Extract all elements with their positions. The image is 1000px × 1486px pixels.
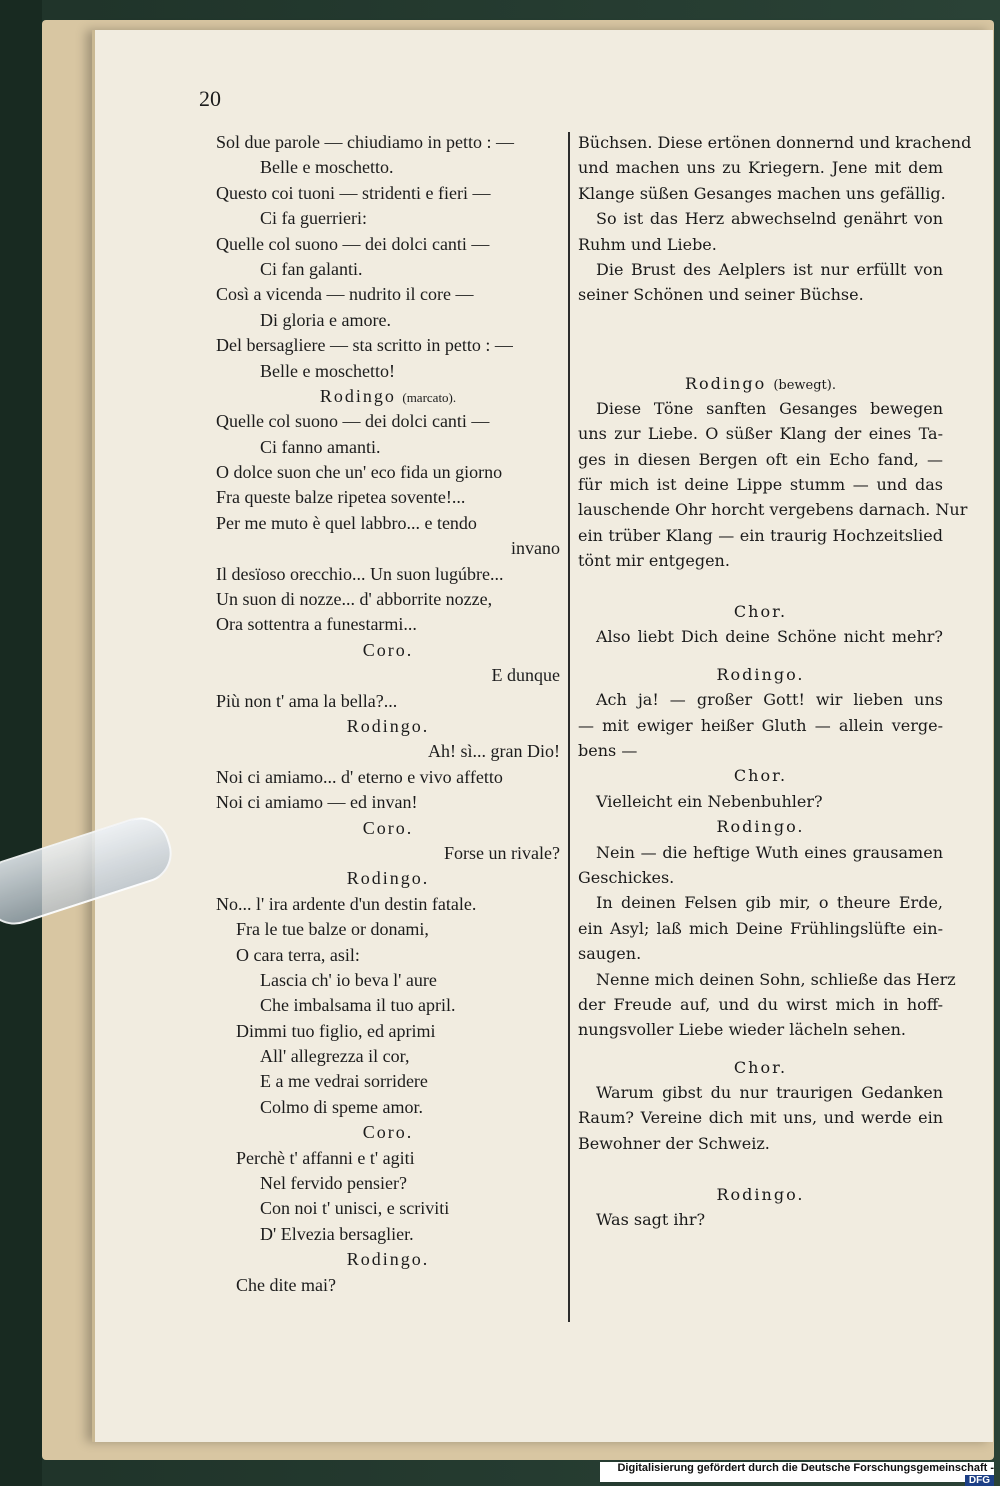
line-text: Nel fervido pensier? (260, 1173, 407, 1194)
line-text: lauschende Ohr horcht vergebens darnach. Nur (578, 500, 968, 520)
line-text: Rodingo. (716, 664, 805, 684)
line-text: All' allegrezza il cor, (260, 1046, 410, 1067)
speaker-name (578, 599, 943, 624)
text-line (216, 460, 560, 485)
text-line (216, 1095, 560, 1120)
text-line (578, 840, 943, 865)
text-line (216, 409, 560, 434)
line-text: ges in diesen Bergen oft ein Echo fand, — (578, 449, 943, 469)
text-line (578, 967, 956, 992)
speaker-name (216, 714, 560, 739)
text-line (578, 181, 946, 206)
text-line (216, 1196, 560, 1221)
line-text: Lascia ch' io beva l' aure (260, 969, 437, 990)
line-text: So ist das Herz abwechselnd genährt von (596, 209, 943, 229)
line-text: Con noi t' unisci, e scriviti (260, 1198, 450, 1219)
line-text: Rodingo. (346, 1249, 430, 1270)
line-text: Diese Töne sanften Gesanges bewegen (596, 398, 943, 418)
text-line (216, 587, 560, 612)
line-text: Fra le tue balze or donami, (236, 919, 429, 940)
line-text: Fra queste balze ripetea sovente!... (216, 487, 466, 508)
stage-direction: (bewegt). (773, 377, 836, 393)
speaker-name (216, 638, 560, 663)
column-divider (568, 132, 570, 1322)
line-text: ein Asyl; laß mich Deine Frühlingslüfte ein- (578, 918, 943, 938)
text-line (216, 562, 560, 587)
text-line (216, 1222, 560, 1247)
text-line (216, 689, 560, 714)
text-line (216, 917, 560, 942)
text-line (216, 765, 560, 790)
text-line (216, 892, 560, 917)
text-line (216, 282, 560, 307)
text-line (578, 130, 972, 155)
line-text: Ah! sì... gran Dio! (428, 741, 560, 762)
speaker-name (578, 371, 943, 396)
spacer (578, 359, 943, 371)
text-line (216, 257, 560, 282)
speaker-name (578, 814, 943, 839)
line-text: tönt mir entgegen. (578, 551, 730, 571)
line-text: Geschickes. (578, 867, 675, 887)
line-text: der Freude auf, und du wirst mich in hoff- (578, 994, 943, 1014)
line-text: Belle e moschetto. (260, 157, 394, 178)
line-text: O cara terra, asil: (236, 944, 360, 965)
line-text: Warum gibst du nur traurigen Gedanken (596, 1083, 943, 1103)
german-translation-column (578, 130, 972, 1232)
speaker-name (578, 1055, 943, 1080)
line-text: ein trüber Klang — ein traurig Hochzeitslied (578, 525, 943, 545)
text-line (216, 206, 560, 231)
text-line (578, 789, 943, 814)
text-line (578, 738, 943, 763)
dfg-logo: DFG (965, 1475, 994, 1486)
line-text: Questo coi tuoni — stridenti e fieri — (216, 182, 491, 203)
line-text: Perchè t' affanni e t' agiti (236, 1147, 415, 1168)
line-text: Nenne mich deinen Sohn, schließe das Herz (596, 969, 956, 989)
line-text: Forse un rivale? (444, 842, 560, 863)
line-text: Vielleicht ein Nebenbuhler? (596, 791, 823, 811)
line-text: Also liebt Dich deine Schöne nicht mehr? (596, 627, 943, 647)
text-line (216, 232, 560, 257)
speaker-name (216, 384, 560, 409)
line-text: D' Elvezia bersaglier. (260, 1223, 414, 1244)
text-line (578, 713, 943, 738)
line-text: Colmo di speme amor. (260, 1096, 423, 1117)
text-line (578, 497, 968, 522)
text-line (216, 1146, 560, 1171)
line-text: Rodingo. (346, 868, 430, 889)
text-line (578, 206, 943, 231)
footer-text: Digitalisierung gefördert durch die Deutsche Forschungsgemeinschaft - (617, 1462, 994, 1474)
text-line (216, 739, 560, 764)
text-line (216, 1273, 560, 1298)
line-text: Rodingo (685, 373, 767, 393)
line-text: E dunque (491, 665, 560, 686)
text-line (216, 612, 560, 637)
line-text: Chor. (733, 602, 788, 622)
text-line (216, 511, 560, 536)
text-line (216, 841, 560, 866)
text-line (578, 282, 943, 307)
line-text: Ach ja! — großer Gott! wir lieben uns (596, 690, 943, 710)
text-line (216, 1044, 560, 1069)
line-text: Coro. (362, 817, 414, 838)
spacer (578, 650, 943, 662)
text-line (216, 1171, 560, 1196)
text-line (578, 447, 943, 472)
line-text: Di gloria e amore. (260, 309, 391, 330)
line-text: Coro. (362, 1122, 414, 1143)
text-line (578, 155, 943, 180)
line-text: Ci fanno amanti. (260, 436, 381, 457)
spacer (578, 333, 943, 358)
line-text: und machen uns zu Kriegern. Jene mit dem (578, 158, 943, 178)
text-line (578, 941, 943, 966)
text-line (578, 865, 943, 890)
line-text: O dolce suon che un' eco fida un giorno (216, 462, 503, 483)
speaker-name (216, 866, 560, 891)
line-text: für mich ist deine Lippe stumm — und das (578, 475, 943, 495)
text-line (216, 1069, 560, 1094)
speaker-name (216, 1247, 560, 1272)
line-text: Bewohner der Schweiz. (578, 1133, 770, 1153)
line-text: Ci fa guerrieri: (260, 208, 367, 229)
line-text: Chor. (733, 1057, 788, 1077)
spacer (578, 1156, 943, 1181)
line-text: Ci fan galanti. (260, 258, 363, 279)
text-line (216, 359, 560, 384)
text-line (578, 472, 943, 497)
text-line (578, 992, 943, 1017)
line-text: nungsvoller Liebe wieder lächeln sehen. (578, 1020, 906, 1040)
text-line (578, 916, 943, 941)
text-line (578, 232, 943, 257)
text-line (216, 333, 560, 358)
line-text: Büchsen. Diese ertönen donnernd und krachend (578, 133, 972, 152)
line-text: Noi ci amiamo... d' eterno e vivo affetto (216, 766, 503, 787)
line-text: Coro. (362, 639, 414, 660)
line-text: Che imbalsama il tuo april. (260, 995, 456, 1016)
line-text: Rodingo. (716, 817, 805, 837)
text-line (578, 1207, 943, 1232)
speaker-name (578, 1182, 943, 1207)
text-line (578, 1105, 943, 1130)
text-line (216, 943, 560, 968)
page-number: 20 (199, 86, 221, 111)
text-line (578, 523, 943, 548)
line-text: Del bersagliere — sta scritto in petto : — (216, 335, 513, 356)
spacer (578, 1043, 943, 1055)
text-line (578, 396, 943, 421)
line-text: Noi ci amiamo — ed invan! (216, 792, 418, 813)
line-text: In deinen Felsen gib mir, o theure Erde, (596, 893, 943, 913)
text-line (216, 536, 560, 561)
scan-edge (0, 0, 42, 1486)
line-text: Rodingo. (346, 715, 430, 736)
speaker-name (216, 1120, 560, 1145)
line-text: — mit ewiger heißer Gluth — allein verge- (578, 715, 943, 735)
text-line (578, 624, 943, 649)
line-text: Was sagt ihr? (596, 1210, 706, 1230)
speaker-name (578, 662, 943, 687)
text-line (578, 687, 943, 712)
text-line (216, 790, 560, 815)
italian-libretto-column (216, 130, 560, 1298)
text-line (578, 421, 943, 446)
line-text: Il desïoso orecchio... Un suon lugúbre... (216, 563, 504, 584)
line-text: invano (511, 538, 560, 559)
text-line (216, 663, 560, 688)
spacer (578, 574, 943, 599)
text-line (216, 485, 560, 510)
line-text: Quelle col suono — dei dolci canti — (216, 233, 490, 254)
text-line (578, 890, 943, 915)
line-text: Raum? Vereine dich mit uns, und werde ein (578, 1108, 943, 1128)
line-text: Così a vicenda — nudrito il core — (216, 284, 474, 305)
line-text: Chor. (733, 766, 788, 786)
line-text: Klange süßen Gesanges machen uns gefällig. (578, 183, 946, 203)
speaker-name (216, 816, 560, 841)
line-text: Ruhm und Liebe. (578, 234, 717, 254)
footer-credit (600, 1462, 994, 1486)
text-line (216, 435, 560, 460)
speaker-name (578, 763, 943, 788)
text-line (216, 308, 560, 333)
line-text: No... l' ira ardente d'un destin fatale. (216, 893, 477, 914)
text-line (216, 130, 560, 155)
text-line (578, 1017, 943, 1042)
line-text: Nein — die heftige Wuth eines grausamen (596, 842, 943, 862)
text-line (216, 968, 560, 993)
text-line (216, 155, 560, 180)
text-line (216, 1019, 560, 1044)
line-text: Un suon di nozze... d' abborrite nozze, (216, 589, 493, 610)
stage-direction: (marcato). (402, 389, 457, 405)
line-text: Rodingo. (716, 1184, 805, 1204)
text-line (216, 993, 560, 1018)
line-text: Belle e moschetto! (260, 360, 395, 381)
line-text: Quelle col suono — dei dolci canti — (216, 411, 490, 432)
line-text: Ora sottentra a funestarmi... (216, 614, 417, 635)
line-text: uns zur Liebe. O süßer Klang der eines Ta- (578, 424, 943, 444)
line-text: Sol due parole — chiudiamo in petto : — (216, 132, 514, 152)
line-text: seiner Schönen und seiner Büchse. (578, 285, 864, 305)
line-text: bens — (578, 740, 638, 760)
line-text: Rodingo (319, 385, 396, 406)
spacer (578, 308, 943, 333)
line-text: E a me vedrai sorridere (260, 1071, 428, 1092)
text-line (578, 1131, 943, 1156)
text-line (578, 257, 943, 282)
line-text: Più non t' ama la bella?... (216, 690, 398, 711)
line-text: Die Brust des Aelplers ist nur erfüllt von (596, 259, 943, 279)
text-line (216, 181, 560, 206)
line-text: Per me muto è quel labbro... e tendo (216, 512, 477, 533)
text-line (578, 1080, 943, 1105)
line-text: saugen. (578, 944, 642, 964)
line-text: Che dite mai? (236, 1274, 336, 1295)
text-line (578, 548, 943, 573)
line-text: Dimmi tuo figlio, ed aprimi (236, 1020, 436, 1041)
